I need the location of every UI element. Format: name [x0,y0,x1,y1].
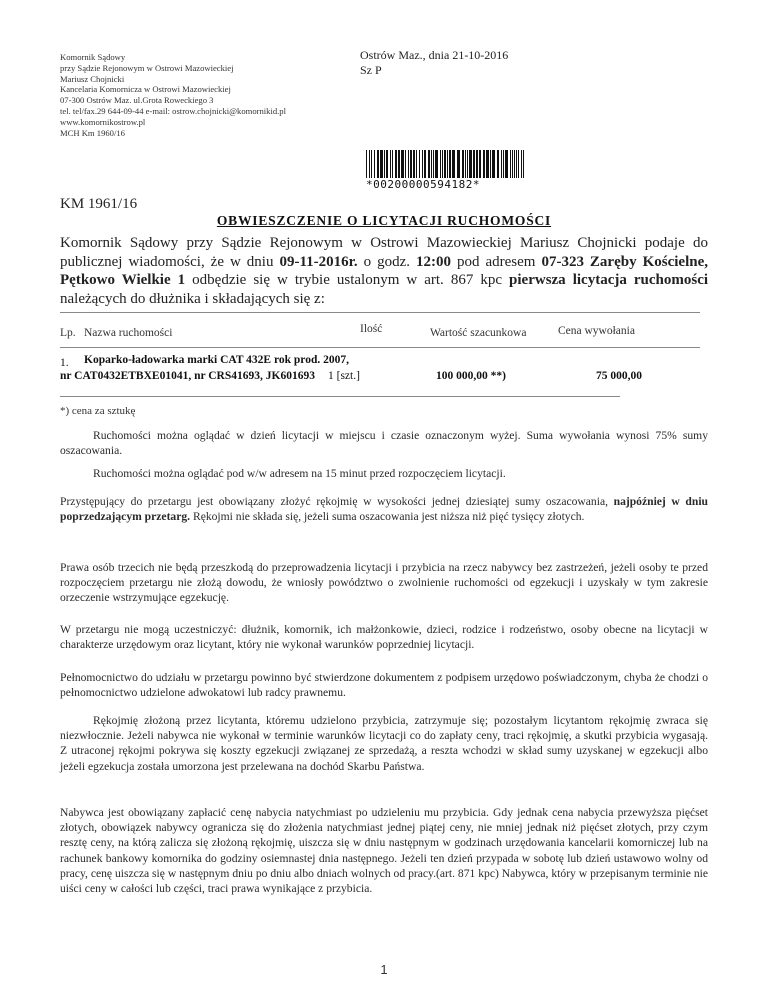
row-qty: 1 [szt.] [328,370,360,382]
barcode-bar [398,150,400,178]
barcode-bar [476,150,478,178]
place-date: Ostrów Maz., dnia 21-10-2016 [360,48,509,62]
barcode-bar [514,150,515,178]
barcode-bar [386,150,388,178]
barcode-bar [405,150,406,178]
barcode-bar [408,150,409,178]
intro-text: odbędzie się w trybie ustalonym w art. 867 kpc [185,272,510,288]
barcode-bars [366,150,528,178]
table-rule-bottom [60,396,620,397]
col-header-qty: Ilość [360,323,383,335]
barcode-bar [505,150,508,178]
barcode-text: *00200000594182* [366,178,480,191]
auction-date: 09-11-2016r. [279,253,358,270]
barcode-bar [424,150,426,178]
barcode-bar [390,150,391,178]
barcode-bar [447,150,448,178]
col-header-name: Nazwa ruchomości [84,327,173,339]
barcode-bar [401,150,404,178]
barcode-bar [416,150,417,178]
barcode-bar [449,150,451,178]
barcode-bar [452,150,455,178]
table-rule-top [60,312,700,313]
reference: Sz P [360,63,382,77]
sender-block [60,52,286,138]
barcode-bar [374,150,375,178]
barcode-bar [510,150,511,178]
barcode-bar [501,150,502,178]
auction-address: 07-323 Zaręby Kościelne, Pętkowo Wielkie 1 [60,253,708,288]
barcode-bar [516,150,517,178]
sender-line: przy Sądzie Rejonowym w Ostrowi Mazowieckiej [60,62,234,73]
intro-text: pod adresem [451,253,542,270]
barcode-bar [440,150,441,178]
barcode-bar [410,150,412,178]
sender-line: www.komornikostrow.pl [60,116,146,127]
barcode-bar [377,150,379,178]
barcode-bar [492,150,495,178]
row-lp: 1. [60,357,69,369]
case-number: KM 1961/16 [60,196,138,212]
row-value: 100 000,00 **) [436,370,506,382]
col-header-lp: Lp. [60,327,76,339]
paragraph-third-party-rights: Prawa osób trzecich nie będą przeszkodą do przeprowadzenia licytacji i przybicia na rzecz nabywcy bez zastrzeżeń, jeżeli osoby te przed rozpoczęciem przetargu nie złożą dowodu, że wniosły powództwo o zwolnienie ruchomości od egzekucji i uzyskały w tym zakresie orzeczenie wstrzymujące egzekucję. [60,561,708,605]
barcode-bar [384,150,385,178]
barcode [366,150,528,191]
barcode-bar [490,150,491,178]
barcode-bar [428,150,430,178]
paragraph-excluded-participants: W przetargu nie mogą uczestniczyć: dłużnik, komornik, ich małżonkowie, dzieci, rodzice i rodzeństwo, osoby obecne na licytacji w charakterze urzędowym oraz licytant, który nie wykonał warunków poprzedniej licytacji. [60,623,708,652]
document-title: OBWIESZCZENIE O LICYTACJI RUCHOMOŚCI [216,213,552,228]
barcode-bar [442,150,443,178]
sender-line: Komornik Sądowy [60,52,126,62]
intro-text: należących do dłużnika i składających się z: [60,290,325,307]
barcode-bar [422,150,423,178]
barcode-bar [462,150,464,178]
barcode-bar [371,150,372,178]
paragraph-deposit-return: Rękojmię złożoną przez licytanta, któremu udzielono przybicia, zatrzymuje się; pozostałym licytantom rękojmię zwraca się niezwłocznie. Jeżeli nabywca nie wykonał w terminie warunków licytacji co do zapłaty ceny, traci rękojmię, a skutki przybicia wygasają. Z utraconej rękojmi pokrywa się koszty egzekucji związanej ze sprzedażą, a reszta wchodzi w skład sumy uzyskanej w egzekucji albo jeżeli egzekucja została umorzona jest przelewana na dochód Skarbu Państwa. [60,714,708,773]
barcode-bar [479,150,481,178]
col-header-value: Wartość szacunkowa [430,327,527,339]
barcode-bar [431,150,432,178]
paragraph-payment: Nabywca jest obowiązany zapłacić cenę nabycia natychmiast po udzieleniu mu przybicia. Gdy jednak cena nabycia przewyższa pięćset złotych, obowiązek nabywcy ogranicza się do złożenia natychmiast jednej piątej ceny, nie mniej jednak niż pięćset złotych, przy czym resztę ceny, na którą zalicza się złożoną rękojmię, uiszcza się w dniu następnym w godzinach urzędowania kancelarii komorniczej lub na rachunek bankowy komornika do godziny osiemnastej dnia następnego. Jeżeli ten dzień przypada w sobotę lub dzień ustawowo wolny od pracy, cenę uiszcza się w następnym dniu po dniu albo dniach wolnych od pracy.(art. 871 kpc) Nabywca, który w przepisanym terminie nie uiści ceny w całości lub części, traci prawa wynikające z przybicia. [60,806,708,896]
intro-paragraph [60,234,708,308]
barcode-bar [369,150,370,178]
barcode-bar [395,150,397,178]
barcode-bar [366,150,367,178]
paragraph-viewing-time: Ruchomości można oglądać pod w/w adresem na 15 minut przed rozpoczęciem licytacji. [93,467,506,480]
barcode-bar [473,150,475,178]
deposit-deadline: najpóźniej w dniu poprzedzającym przetarg. [60,495,708,524]
paragraph-deposit [60,494,708,524]
barcode-bar [469,150,472,178]
barcode-bar [486,150,489,178]
barcode-bar [444,150,446,178]
barcode-bar [521,150,522,178]
barcode-bar [465,150,466,178]
sender-line: tel. tel/fax.29 644-09-44 e-mail: ostrow.chojnicki@komornikid.pl [60,105,286,116]
barcode-bar [419,150,420,178]
barcode-bar [497,150,499,178]
barcode-bar [512,150,513,178]
row-name-line1: Koparko-ładowarka marki CAT 432E rok prod. 2007, [84,354,349,366]
row-name-line2: nr CAT0432ETBXE01041, nr CRS41693, JK601693 [60,370,315,382]
deposit-text: Przystępujący do przetargu jest obowiązany złożyć rękojmię w wysokości jednej dziesiątej sumy oszacowania, [60,495,614,508]
barcode-bar [523,150,524,178]
barcode-bar [380,150,383,178]
auction-time: 12:00 [416,253,452,270]
barcode-bar [392,150,393,178]
sender-line: Kancelaria Komornicza w Ostrowi Mazowieckiej [60,84,231,95]
barcode-bar [483,150,485,178]
sender-line: MCH Km 1960/16 [60,127,125,138]
intro-text: o godz. [357,253,417,270]
sender-line: 07-300 Ostrów Maz. ul.Grota Roweckiego 3 [60,95,214,106]
page-number: 1 [380,962,388,977]
paragraph-viewing: Ruchomości można oglądać w dzień licytacji w miejscu i czasie oznaczonym wyżej. Suma wywołania wynosi 75% sumy oszacowania. [60,429,708,458]
table-rule-mid [60,347,700,348]
row-price: 75 000,00 [596,370,642,382]
barcode-bar [457,150,460,178]
intro-text: Komornik Sądowy przy Sądzie Rejonowym w Ostrowi Mazowieckiej Mariusz Chojnicki podaje do publicznej wiadomości, że w dniu [60,235,708,270]
col-header-price: Cena wywołania [558,325,635,337]
barcode-bar [467,150,468,178]
auction-type: pierwsza licytacja ruchomości [509,272,709,288]
barcode-bar [433,150,434,178]
barcode-bar [435,150,438,178]
barcode-bar [503,150,504,178]
deposit-text: Rękojmi nie składa się, jeżeli suma oszacowania jest niższa niż pięć tysięcy złotych. [190,510,585,524]
barcode-bar [518,150,519,178]
barcode-bar [413,150,415,178]
place-date-block [360,48,508,78]
paragraph-power-of-attorney: Pełnomocnictwo do udziału w przetargu powinno być stwierdzone dokumentem z podpisem urzędowo poświadczonym, chyba że chodzi o pełnomocnictwo udzielone adwokatowi lub radcy prawnemu. [60,671,708,700]
footnote: *) cena za sztukę [60,405,136,417]
sender-line: Mariusz Chojnicki [60,73,125,84]
